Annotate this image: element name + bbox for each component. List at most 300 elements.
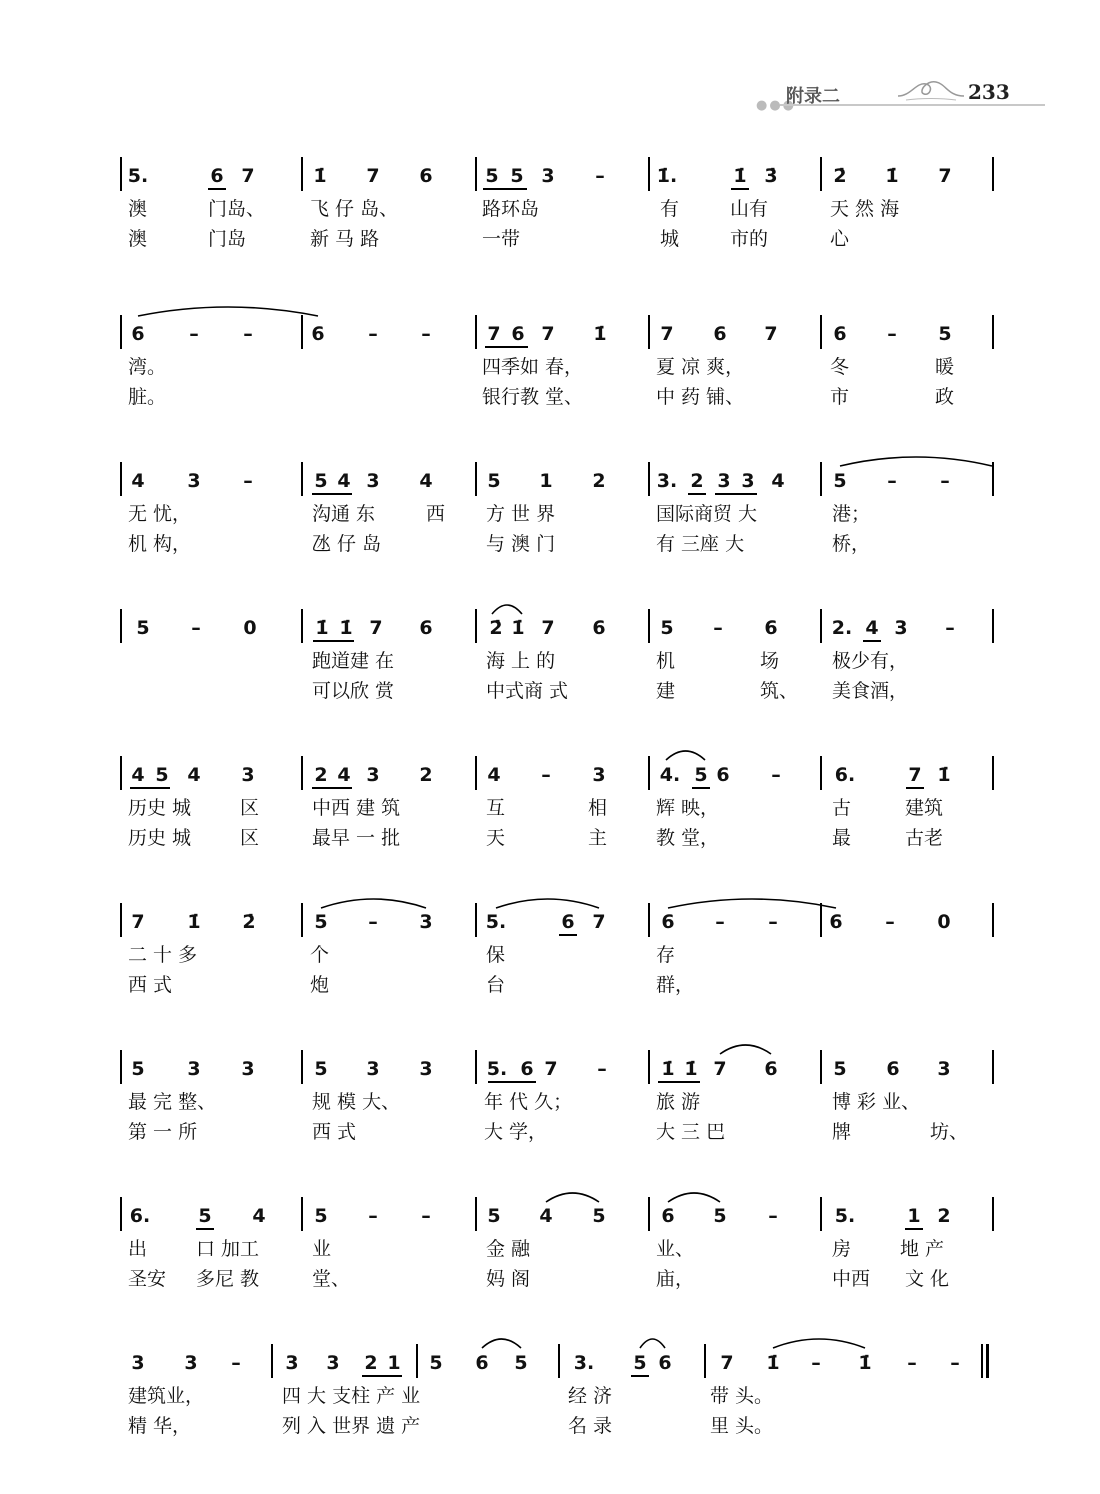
note: 6: [716, 764, 730, 786]
barline: [120, 462, 122, 496]
note: 6: [419, 165, 433, 187]
note: –: [907, 1352, 917, 1374]
barline: [301, 1197, 303, 1231]
lyric-verse-1: 四 大 支柱 产 业: [282, 1385, 421, 1407]
lyric-verse-2: 心: [830, 228, 850, 250]
barline: [475, 1197, 477, 1231]
underline: [688, 493, 706, 495]
note: 5.: [834, 1205, 856, 1227]
lyric-verse-2: 第 一 所: [128, 1121, 198, 1143]
note: 5: [938, 323, 952, 345]
lyric-verse-2: 西 式: [312, 1121, 357, 1143]
note: 2.: [831, 617, 853, 639]
note: 7: [541, 617, 555, 639]
lyric-verse-1: 中西 建 筑: [312, 797, 401, 819]
note: 1̇: [885, 165, 899, 187]
note: 1̇.: [656, 165, 678, 187]
barline: [648, 315, 650, 349]
note: 6: [886, 1058, 900, 1080]
lyric-verse-1: 保: [486, 944, 506, 966]
lyric-verse-2: 桥，: [832, 533, 871, 555]
note: 4: [337, 470, 351, 492]
note: 1: [539, 470, 553, 492]
note: 4: [487, 764, 501, 786]
note: 5: [485, 165, 499, 187]
note: 3: [419, 1058, 433, 1080]
note: 7: [592, 911, 606, 933]
barline: [120, 1050, 122, 1084]
note: 6.: [129, 1205, 151, 1227]
barline: [648, 609, 650, 643]
note: 3: [366, 1058, 380, 1080]
lyric-verse-2: 多尼 教: [196, 1268, 260, 1290]
note: 7: [764, 323, 778, 345]
note: 5: [633, 1352, 647, 1374]
barline: [820, 157, 822, 191]
barline: [301, 756, 303, 790]
lyric-verse-2: 筑、: [760, 680, 799, 702]
final-barline: [986, 1344, 989, 1378]
barline: [992, 157, 994, 191]
lyric-verse-1: 机: [656, 650, 676, 672]
note: 6: [131, 323, 145, 345]
note: 7: [487, 323, 501, 345]
barline: [301, 903, 303, 937]
lyric-verse-1: 带 头。: [710, 1385, 774, 1407]
underline: [906, 787, 924, 789]
slur: [492, 605, 522, 614]
note: –: [243, 470, 253, 492]
note: 1̇: [733, 165, 747, 187]
note: 5: [592, 1205, 606, 1227]
lyric-verse-2: 精 华，: [128, 1415, 192, 1437]
barline: [271, 1344, 273, 1378]
barline: [992, 1197, 994, 1231]
lyric-verse-2: 古老: [905, 827, 944, 849]
slur: [668, 899, 836, 908]
lyric-verse-1: 澳: [128, 198, 148, 220]
lyric-verse-1: 方 世 界: [486, 503, 556, 525]
note: 6: [764, 617, 778, 639]
note: 6: [658, 1352, 672, 1374]
note: 6.: [834, 764, 856, 786]
barline: [820, 1050, 822, 1084]
note: 6: [561, 911, 575, 933]
note: 3: [366, 470, 380, 492]
note: 5: [487, 470, 501, 492]
lyric-verse-1: 四季如 春，: [482, 356, 584, 378]
lyric-verse-1: 地 产: [900, 1238, 945, 1260]
slur: [546, 1193, 599, 1202]
lyric-verse-2: 可以欣 赏: [312, 680, 395, 702]
note: 5: [833, 1058, 847, 1080]
note: 0: [937, 911, 951, 933]
barline: [820, 609, 822, 643]
barline: [820, 903, 822, 937]
barline: [992, 609, 994, 643]
lyric-verse-2: 天: [486, 827, 506, 849]
note: 1: [387, 1352, 401, 1374]
lyric-verse-1: 古: [832, 797, 852, 819]
note: 5.: [485, 911, 507, 933]
barline: [301, 1050, 303, 1084]
note: –: [191, 617, 201, 639]
note: –: [243, 323, 253, 345]
note: 5: [694, 764, 708, 786]
lyric-verse-2: 机 构，: [128, 533, 192, 555]
note: 4: [865, 617, 879, 639]
lyric-verse-1: 沟通 东: [312, 503, 376, 525]
note: 7: [369, 617, 383, 639]
lyric-verse-1: 港；: [832, 503, 871, 525]
lyric-verse-2: 西 式: [128, 974, 173, 996]
barline: [475, 756, 477, 790]
note: 5: [487, 1205, 501, 1227]
barline: [992, 315, 994, 349]
lyric-verse-1: 路环岛: [482, 198, 540, 220]
lyric-verse-1: 跑道建 在: [312, 650, 395, 672]
note: 3: [326, 1352, 340, 1374]
lyric-verse-1: 暖: [935, 356, 955, 378]
lyric-verse-1: 业: [312, 1238, 332, 1260]
underline: [196, 1228, 214, 1230]
note: 5: [314, 1058, 328, 1080]
barline: [301, 315, 303, 349]
lyric-verse-1: 出: [128, 1238, 148, 1260]
lyric-verse-2: 中西: [832, 1268, 871, 1290]
note: 4: [539, 1205, 553, 1227]
header-section-title: 附录二: [786, 86, 840, 107]
barline: [120, 1197, 122, 1231]
note: 3: [894, 617, 908, 639]
lyric-verse-1: 无 忧，: [128, 503, 192, 525]
note: –: [597, 1058, 607, 1080]
note: 2: [314, 764, 328, 786]
note: –: [768, 911, 778, 933]
note: –: [940, 470, 950, 492]
note: 4: [771, 470, 785, 492]
lyric-verse-1: 场: [760, 650, 780, 672]
lyric-verse-2: 中式商 式: [486, 680, 569, 702]
lyric-verse-2: 庙，: [656, 1268, 695, 1290]
barline: [301, 462, 303, 496]
note: 1̇: [313, 165, 327, 187]
note: 3: [741, 470, 755, 492]
lyric-verse-2: 台: [486, 974, 506, 996]
underline: [483, 188, 527, 190]
underline: [488, 1081, 536, 1083]
barline: [820, 315, 822, 349]
note: 5.: [127, 165, 149, 187]
lyric-verse-2: 澳: [128, 228, 148, 250]
barline: [120, 315, 122, 349]
note: 0: [243, 617, 257, 639]
slur: [720, 1045, 771, 1054]
underline: [208, 188, 226, 190]
note: 3: [366, 764, 380, 786]
note: 3: [241, 1058, 255, 1080]
lyric-verse-2: 列 入 世界 遗 产: [282, 1415, 421, 1437]
lyric-verse-1: 夏 凉 爽，: [656, 356, 745, 378]
lyric-verse-1: 辉 映，: [656, 797, 720, 819]
note: 6: [713, 323, 727, 345]
lyric-verse-2: 里 头。: [710, 1415, 774, 1437]
note: 6: [511, 323, 525, 345]
lyric-verse-2: 市: [830, 386, 850, 408]
lyric-verse-1: 房: [832, 1238, 852, 1260]
note: –: [541, 764, 551, 786]
note: 2: [690, 470, 704, 492]
barline: [820, 1197, 822, 1231]
note: 5: [510, 165, 524, 187]
note: –: [713, 617, 723, 639]
note: 7: [544, 1058, 558, 1080]
slur: [482, 1339, 521, 1348]
underline: [559, 934, 577, 936]
lyric-verse-2: 最: [832, 827, 852, 849]
note: 5.: [486, 1058, 508, 1080]
underline: [485, 346, 528, 348]
note: –: [189, 323, 199, 345]
lyric-verse-2: 大 三 巴: [656, 1121, 726, 1143]
lyric-verse-1: 有: [660, 198, 680, 220]
note: 5: [136, 617, 150, 639]
lyric-verse-2: 堂、: [312, 1268, 351, 1290]
lyric-verse-2: 新 马 路: [310, 228, 380, 250]
barline: [120, 609, 122, 643]
note: 4: [131, 470, 145, 492]
note: 7: [713, 1058, 727, 1080]
note: 7: [541, 323, 555, 345]
barline: [648, 462, 650, 496]
lyric-verse-1: 博 彩 业、: [832, 1091, 921, 1113]
lyric-verse-2: 大 学，: [484, 1121, 548, 1143]
lyric-verse-2: 门岛: [208, 228, 247, 250]
note: 4.: [659, 764, 681, 786]
note: 7: [131, 911, 145, 933]
note: 7: [366, 165, 380, 187]
barline: [704, 1344, 706, 1378]
note: 3.: [656, 470, 678, 492]
note: –: [950, 1352, 960, 1374]
note: 7: [720, 1352, 734, 1374]
note: –: [771, 764, 781, 786]
underline: [692, 787, 710, 789]
note: 2̇: [242, 911, 256, 933]
lyric-verse-1: 飞 仔 岛、: [310, 198, 399, 220]
lyric-verse-2: 氹 仔 岛: [312, 533, 382, 555]
barline: [120, 756, 122, 790]
note: –: [715, 911, 725, 933]
lyric-verse-2: 脏。: [128, 386, 167, 408]
note: 3: [592, 764, 606, 786]
lyric-verse-1: 互: [486, 797, 506, 819]
lyric-verse-1: 口 加工: [196, 1238, 260, 1260]
barline: [475, 609, 477, 643]
lyric-verse-1: 山有: [730, 198, 769, 220]
note: 3: [419, 911, 433, 933]
lyric-verse-1: 业、: [656, 1238, 695, 1260]
note: 3: [717, 470, 731, 492]
lyric-verse-2: 炮: [310, 974, 330, 996]
lyric-verse-1: 西: [426, 503, 446, 525]
slur: [496, 899, 599, 908]
slur: [321, 899, 426, 908]
barline: [416, 1344, 418, 1378]
lyric-verse-2: 最早 一 批: [312, 827, 401, 849]
underline: [631, 1375, 649, 1377]
lyric-verse-1: 二 十 多: [128, 944, 198, 966]
note: 7: [241, 165, 255, 187]
lyric-verse-2: 坊、: [930, 1121, 969, 1143]
note: 5: [131, 1058, 145, 1080]
note: 7: [938, 165, 952, 187]
slur: [840, 457, 992, 466]
note: 4: [419, 470, 433, 492]
note: 5: [514, 1352, 528, 1374]
note: 7: [660, 323, 674, 345]
note: 1̇: [315, 617, 329, 639]
barline: [120, 157, 122, 191]
barline: [475, 903, 477, 937]
barline: [820, 756, 822, 790]
note: 4: [187, 764, 201, 786]
note: –: [421, 1205, 431, 1227]
note: –: [811, 1352, 821, 1374]
note: 2: [592, 470, 606, 492]
note: 1̇: [661, 1058, 675, 1080]
note: 3: [937, 1058, 951, 1080]
lyric-verse-1: 相: [588, 797, 608, 819]
lyric-verse-2: 银行教 堂、: [482, 386, 584, 408]
note: 3: [187, 470, 201, 492]
lyric-verse-2: 政: [935, 386, 955, 408]
note: 6: [829, 911, 843, 933]
note: 5: [314, 1205, 328, 1227]
note: 6: [419, 617, 433, 639]
lyric-verse-2: 圣安: [128, 1268, 167, 1290]
note: 5: [155, 764, 169, 786]
note: 1̇: [511, 617, 525, 639]
note: 1: [907, 1205, 921, 1227]
note: 3: [184, 1352, 198, 1374]
note: 1̇: [766, 1352, 780, 1374]
note: –: [887, 470, 897, 492]
lyric-verse-1: 天 然 海: [830, 198, 900, 220]
lyric-verse-1: 金 融: [486, 1238, 531, 1260]
lyric-verse-1: 建筑业，: [128, 1385, 205, 1407]
lyric-verse-2: 历史 城: [128, 827, 192, 849]
underline: [130, 787, 170, 789]
lyric-verse-2: 牌: [832, 1121, 852, 1143]
lyric-verse-2: 一带: [482, 228, 521, 250]
barline: [475, 462, 477, 496]
note: 2: [937, 1205, 951, 1227]
note: 3: [187, 1058, 201, 1080]
note: 5: [429, 1352, 443, 1374]
note: –: [887, 323, 897, 345]
note: 2: [364, 1352, 378, 1374]
page-number: 233: [968, 80, 1010, 104]
slur: [640, 1339, 665, 1348]
underline: [362, 1375, 402, 1377]
lyric-verse-2: 文 化: [905, 1268, 950, 1290]
underline: [905, 1228, 923, 1230]
note: –: [368, 911, 378, 933]
lyric-verse-2: 主: [588, 827, 608, 849]
note: 3: [541, 165, 555, 187]
underline: [715, 493, 757, 495]
note: –: [768, 1205, 778, 1227]
barline: [648, 756, 650, 790]
lyric-verse-2: 与 澳 门: [486, 533, 556, 555]
note: 2̇: [833, 165, 847, 187]
barline: [992, 462, 994, 496]
underline: [312, 493, 352, 495]
lyric-verse-1: 门岛、: [208, 198, 266, 220]
lyric-verse-1: 湾。: [128, 356, 167, 378]
barline: [992, 903, 994, 937]
note: 3̇: [764, 165, 778, 187]
lyric-verse-2: 建: [656, 680, 676, 702]
barline: [992, 756, 994, 790]
lyric-verse-1: 国际商贸 大: [656, 503, 758, 525]
underline: [731, 188, 749, 190]
lyric-verse-1: 极少有，: [832, 650, 909, 672]
note: 5: [833, 470, 847, 492]
barline: [648, 1050, 650, 1084]
slur: [138, 307, 318, 316]
lyric-verse-2: 城: [660, 228, 680, 250]
note: 4: [131, 764, 145, 786]
lyric-verse-2: 名 录: [568, 1415, 613, 1437]
note: 6: [764, 1058, 778, 1080]
note: 3.: [573, 1352, 595, 1374]
lyric-verse-1: 存: [656, 944, 676, 966]
slur: [668, 1193, 720, 1202]
note: –: [885, 911, 895, 933]
note: –: [368, 323, 378, 345]
lyric-verse-1: 旅 游: [656, 1091, 701, 1113]
underline: [313, 640, 354, 642]
barline: [648, 903, 650, 937]
note: –: [595, 165, 605, 187]
note: 1̇: [684, 1058, 698, 1080]
lyric-verse-1: 年 代 久；: [484, 1091, 573, 1113]
underline: [312, 787, 352, 789]
note: 6: [661, 911, 675, 933]
note: 6: [833, 323, 847, 345]
note: 6: [475, 1352, 489, 1374]
lyric-verse-1: 冬: [830, 356, 850, 378]
barline: [648, 157, 650, 191]
header-dots: ●●●: [756, 98, 797, 113]
barline: [301, 157, 303, 191]
lyric-verse-2: 区: [240, 827, 260, 849]
barline: [301, 609, 303, 643]
lyric-verse-2: 教 堂，: [656, 827, 720, 849]
barline: [120, 903, 122, 937]
lyric-verse-2: 中 药 铺、: [656, 386, 745, 408]
lyric-verse-1: 建筑: [905, 797, 944, 819]
note: 6: [592, 617, 606, 639]
underline: [863, 640, 881, 642]
note: –: [368, 1205, 378, 1227]
note: 2̇: [489, 617, 503, 639]
note: 3: [285, 1352, 299, 1374]
note: 4: [252, 1205, 266, 1227]
note: 1̇: [937, 764, 951, 786]
